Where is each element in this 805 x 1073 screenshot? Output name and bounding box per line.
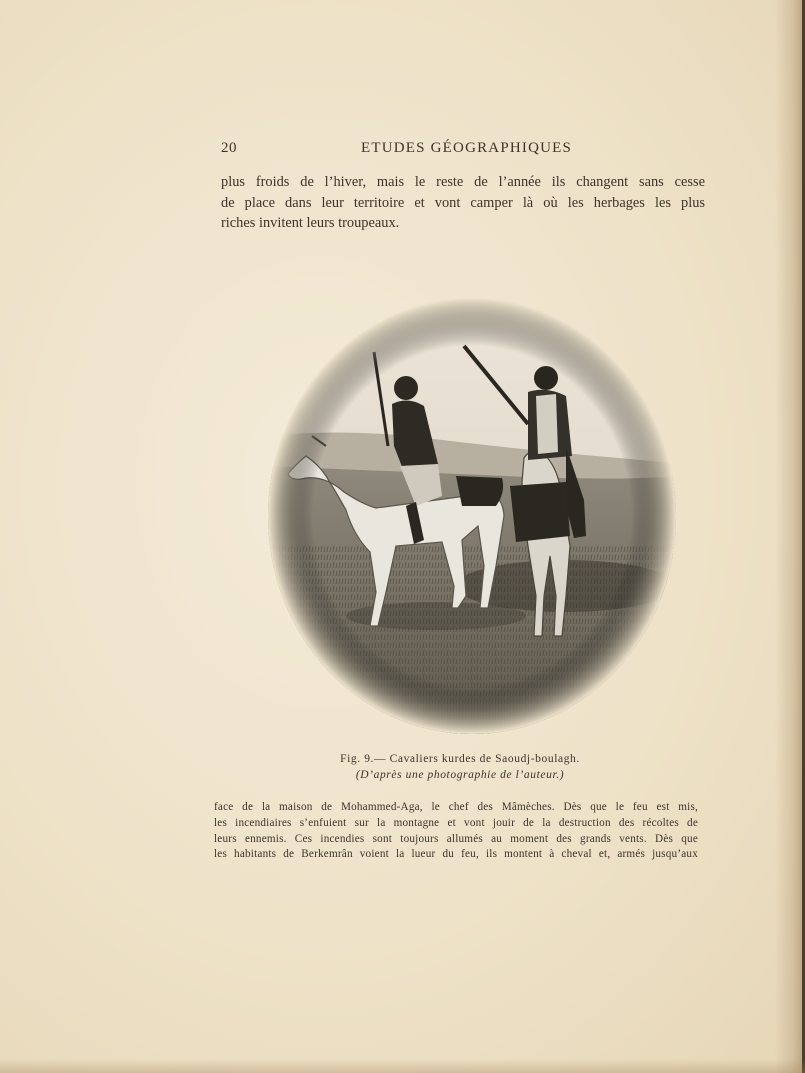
page-bottom-shadow [0, 1059, 805, 1073]
paragraph-bottom [214, 800, 698, 863]
text-line: riches invitent leurs troupeaux. [221, 215, 400, 231]
paragraph-top [221, 172, 705, 234]
caption-credit: (D’après une photographie de l’auteur.) [355, 769, 565, 781]
text-line: de place dans leur territoire et vont camper là où les herbages les plus [221, 194, 705, 211]
text-line: les habitants de Berkemrân voient la lueur du feu, ils montent à cheval et, armés jusqu’aux [214, 848, 698, 861]
running-head: ETUDES GÉOGRAPHIQUES [361, 140, 573, 156]
text-line: leurs ennemis. Ces incendies sont toujours allumés au moment des grands vents. Dès que [214, 832, 698, 845]
page-number: 20 [221, 140, 237, 156]
text-line: les incendiaires s’enfuient sur la montagne et vont jouir de la destruction des récoltes de [214, 816, 698, 829]
horsemen-photograph [266, 296, 678, 736]
page-header [221, 140, 705, 160]
figure-photo [266, 296, 678, 736]
page-edge-shadow [775, 0, 805, 1073]
figure-caption [250, 751, 670, 783]
text-line: face de la maison de Mohammed-Aga, le chef des Mâmèches. Dès que le feu est mis, [214, 801, 698, 813]
caption-title: Fig. 9.— Cavaliers kurdes de Saoudj-boulagh. [340, 753, 580, 765]
text-line: plus froids de l’hiver, mais le reste de l’année ils changent sans cesse [221, 174, 705, 190]
